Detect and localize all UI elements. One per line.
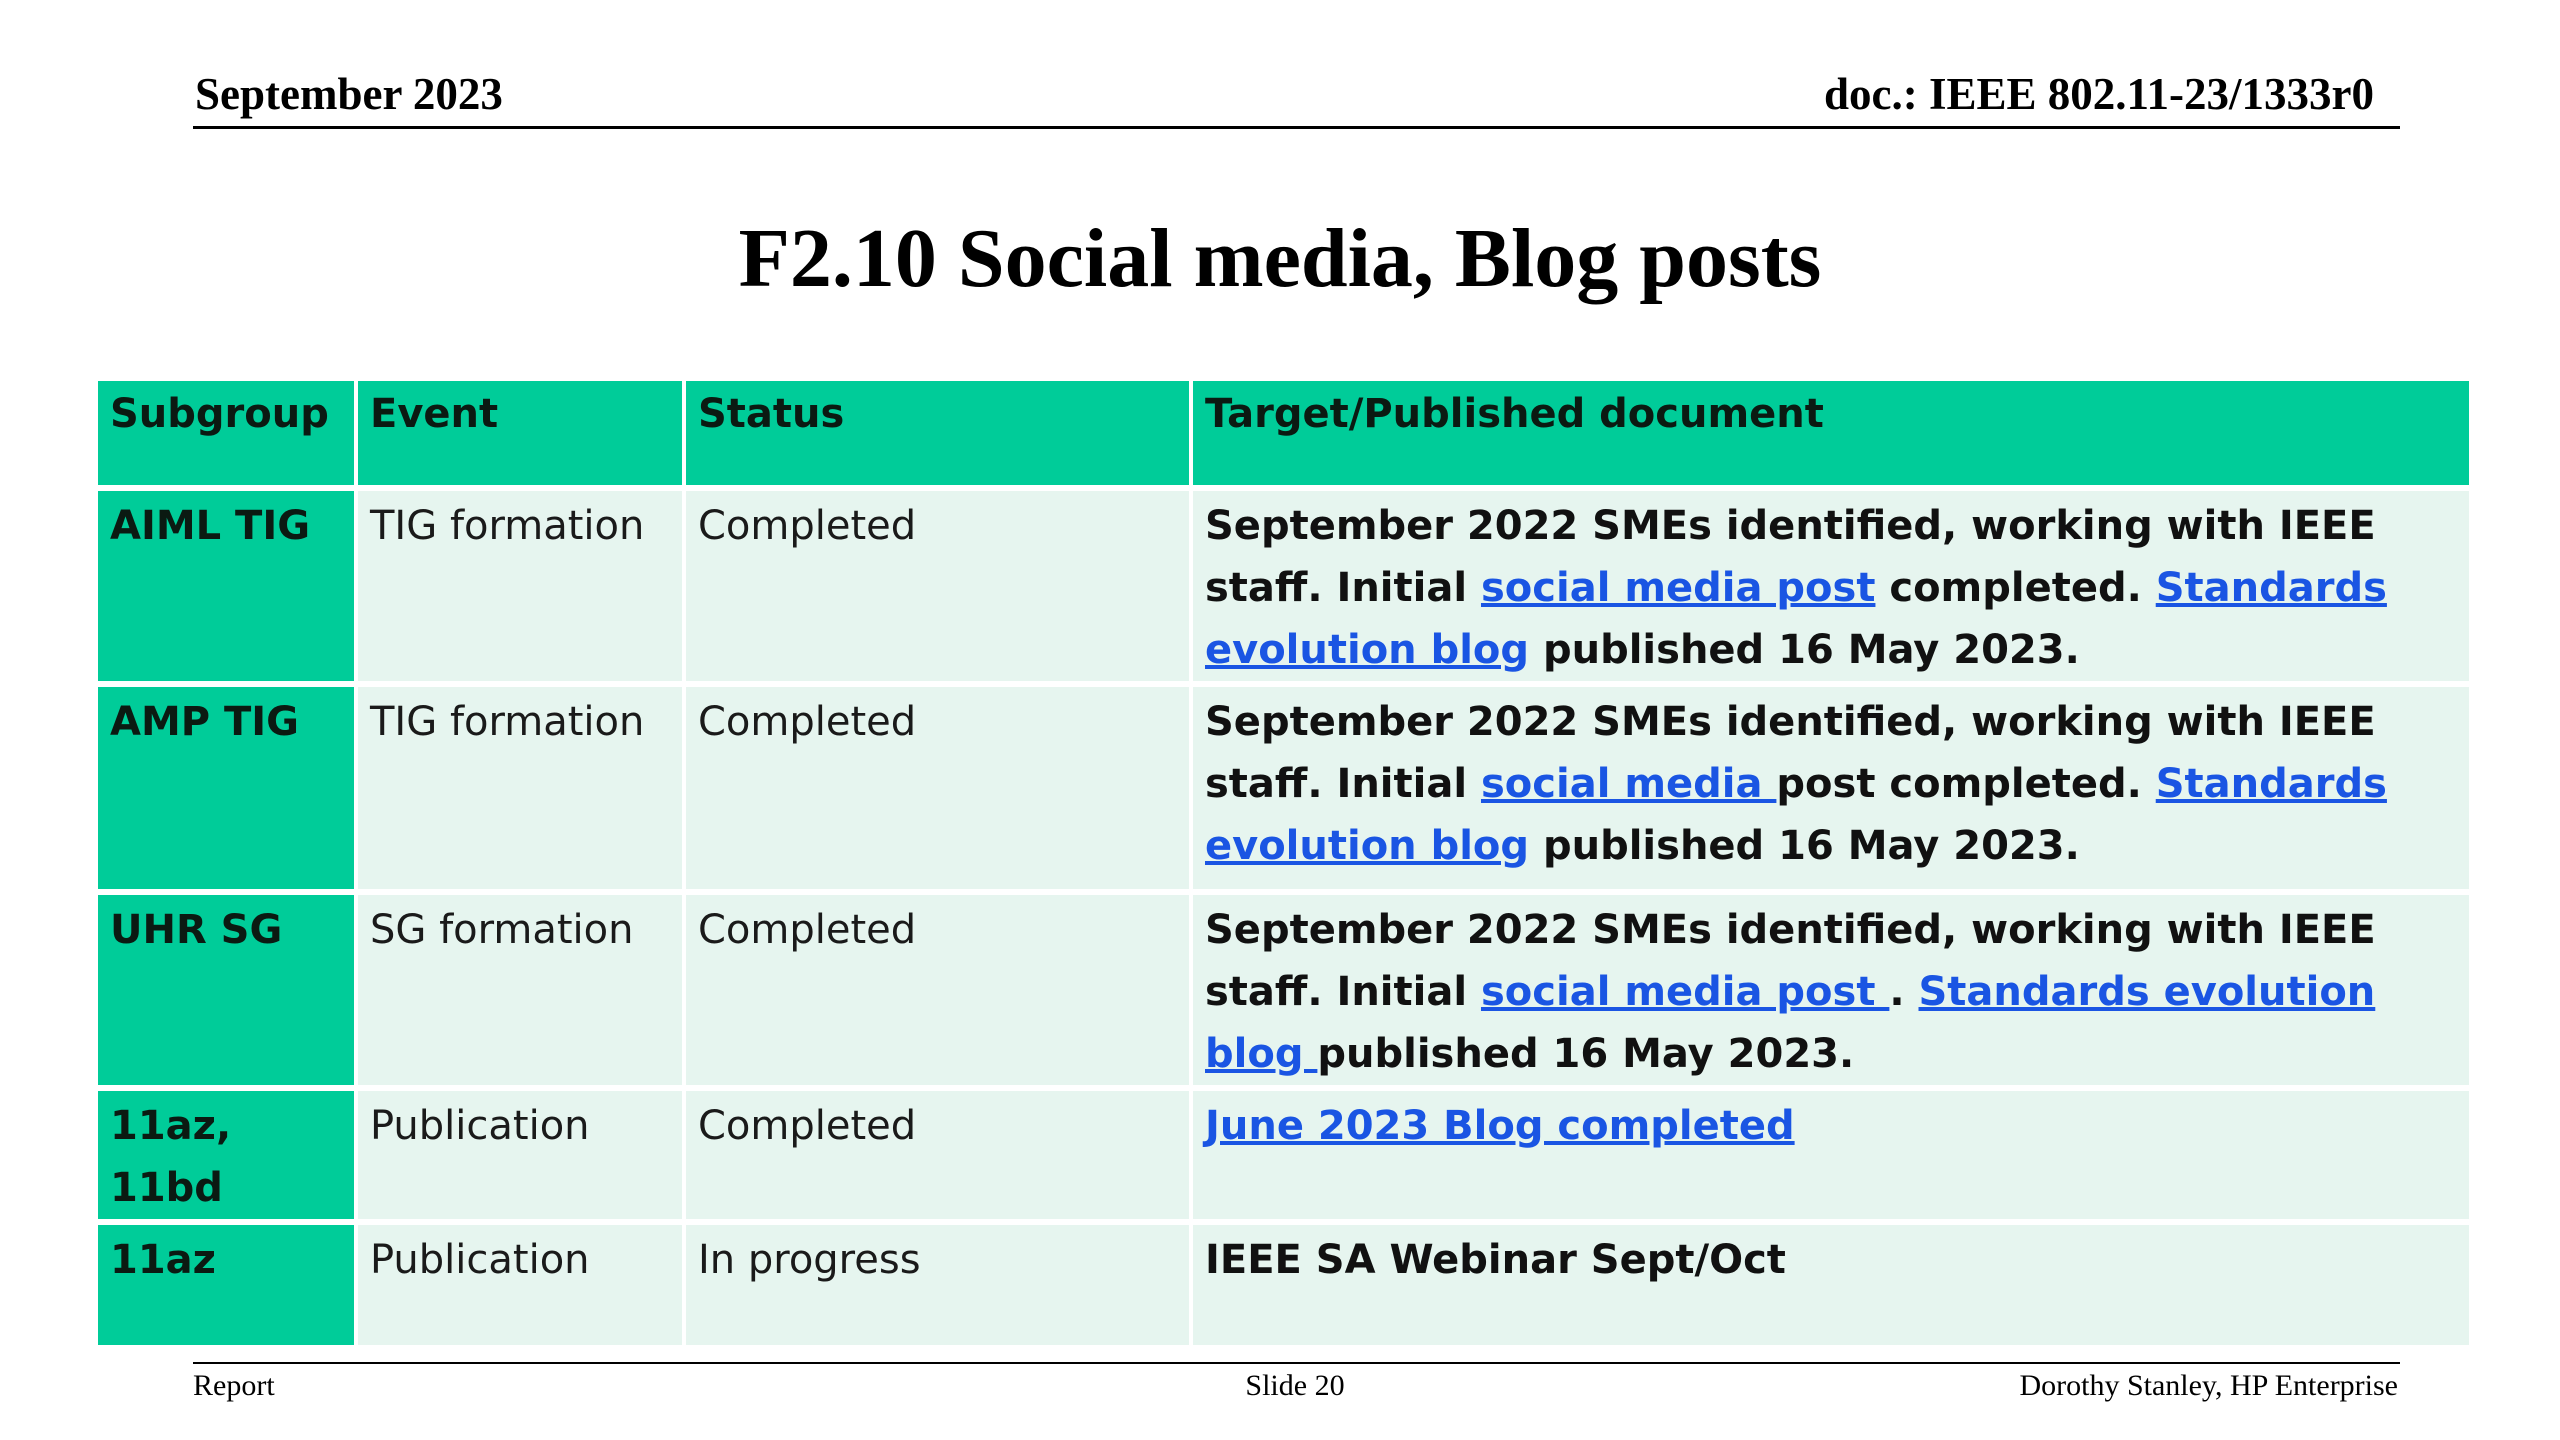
doc-text: September 2022 SMEs identified, working with IEEE staff. Initial bbox=[1205, 503, 2376, 611]
doc-text: published 16 May 2023. bbox=[1317, 1031, 1855, 1077]
doc-text: published 16 May 2023. bbox=[1529, 823, 2080, 869]
doc-text: September 2022 SMEs identified, working with IEEE staff. Initial bbox=[1205, 699, 2376, 807]
doc-text: completed. bbox=[1875, 565, 2156, 611]
cell-status: Completed bbox=[686, 895, 1193, 1091]
cell-document bbox=[1193, 895, 2469, 1091]
cell-event: SG formation bbox=[358, 895, 686, 1091]
cell-document bbox=[1193, 1091, 2469, 1225]
social-media-post-link[interactable]: social media post bbox=[1480, 565, 1876, 611]
doc-text: published 16 May 2023. bbox=[1529, 627, 2080, 673]
cell-event: Publication bbox=[358, 1091, 686, 1225]
cell-subgroup: 11az bbox=[98, 1225, 358, 1351]
header-doc-id: doc.: IEEE 802.11-23/1333r0 bbox=[1823, 69, 2374, 119]
cell-document bbox=[1193, 687, 2469, 895]
col-header-event: Event bbox=[358, 381, 686, 491]
standards-evolution-blog-link[interactable]: Standards evolution blog bbox=[1205, 969, 2376, 1077]
standards-evolution-blog-link[interactable]: Standards evolution blog bbox=[1205, 565, 2387, 673]
cell-document bbox=[1193, 491, 2469, 687]
cell-subgroup: AMP TIG bbox=[98, 687, 358, 895]
doc-text: . bbox=[1889, 969, 1919, 1015]
doc-text: post completed. bbox=[1776, 761, 2156, 807]
footer-left: Report bbox=[193, 1369, 275, 1402]
cell-event: Publication bbox=[358, 1225, 686, 1351]
table-row bbox=[98, 895, 2469, 1091]
status-table bbox=[98, 381, 2469, 1351]
cell-document: IEEE SA Webinar Sept/Oct bbox=[1193, 1225, 2469, 1351]
cell-subgroup: UHR SG bbox=[98, 895, 358, 1091]
col-header-document: Target/Published document bbox=[1193, 381, 2469, 491]
table-header-row bbox=[98, 381, 2469, 491]
slide-title: F2.10 Social media, Blog posts bbox=[738, 212, 1822, 305]
footer-author: Dorothy Stanley, HP Enterprise bbox=[2019, 1369, 2398, 1402]
table-row bbox=[98, 687, 2469, 895]
doc-text: September 2022 SMEs identified, working with IEEE staff. Initial bbox=[1205, 907, 2376, 1015]
standards-evolution-blog-link[interactable]: Standards evolution blog bbox=[1205, 761, 2387, 869]
header-rule bbox=[193, 126, 2400, 129]
col-header-subgroup: Subgroup bbox=[98, 381, 358, 491]
table-row bbox=[98, 1091, 2469, 1225]
cell-event: TIG formation bbox=[358, 687, 686, 895]
cell-status: In progress bbox=[686, 1225, 1193, 1351]
cell-status: Completed bbox=[686, 687, 1193, 895]
header-date: September 2023 bbox=[195, 69, 503, 119]
table-row bbox=[98, 1225, 2469, 1351]
social-media-post-link[interactable]: social media post bbox=[1480, 969, 1890, 1015]
table-row bbox=[98, 491, 2469, 687]
cell-subgroup: 11az, 11bd bbox=[98, 1091, 358, 1225]
cell-status: Completed bbox=[686, 491, 1193, 687]
slide-number: Slide 20 bbox=[1245, 1369, 1345, 1402]
col-header-status: Status bbox=[686, 381, 1193, 491]
cell-status: Completed bbox=[686, 1091, 1193, 1225]
footer-rule bbox=[193, 1362, 2400, 1364]
cell-subgroup: AIML TIG bbox=[98, 491, 358, 687]
june-2023-blog-link[interactable]: June 2023 Blog completed bbox=[1205, 1103, 1795, 1149]
social-media-link[interactable]: social media bbox=[1480, 761, 1777, 807]
cell-event: TIG formation bbox=[358, 491, 686, 687]
